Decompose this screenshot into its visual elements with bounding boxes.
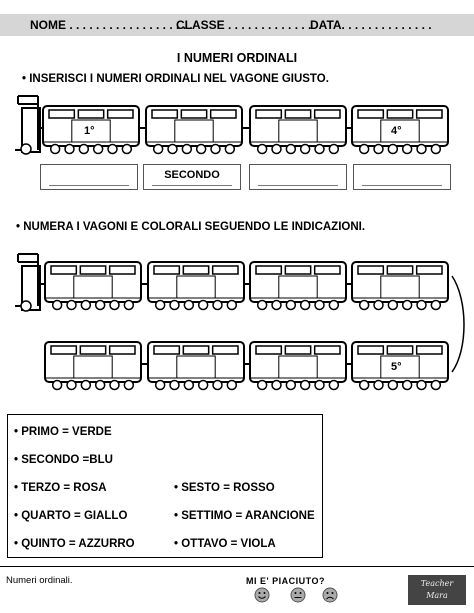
legend-item-1: • PRIMO = VERDE (14, 426, 112, 438)
rating-question: MI E' PIACIUTO? (246, 576, 325, 586)
date-field[interactable]: DATA. . . . . . . . . . . . . . (310, 18, 432, 32)
name-field[interactable]: NOME . . . . . . . . . . . . . . . . . . . (30, 18, 193, 32)
color-legend (7, 414, 323, 558)
legend-item-4: • QUARTO = GIALLO (14, 510, 128, 522)
wagon-label-5: 5° (391, 361, 402, 373)
page-title: I NUMERI ORDINALI (176, 51, 298, 65)
train-2-wagon-3[interactable] (250, 262, 346, 310)
train-2-wagon-4[interactable] (352, 262, 448, 310)
train-2-wagon-6[interactable] (148, 342, 244, 390)
train-2-wagon-1[interactable] (45, 262, 141, 310)
locomotive-wheel (21, 301, 31, 311)
train-2-wagon-2[interactable] (148, 262, 244, 310)
train-2-wagon-5[interactable] (45, 342, 141, 390)
teacher-mara-logo: Teacher Mara (408, 575, 466, 605)
train-2-wagon-7[interactable] (250, 342, 346, 390)
legend-item-5: • QUINTO = AZZURRO (14, 538, 135, 550)
answer-box-2-text: SECONDO (164, 169, 220, 181)
instruction-1: • INSERISCI I NUMERI ORDINALI NEL VAGONE GIUSTO. (22, 73, 329, 85)
legend-item-8: • OTTAVO = VIOLA (174, 538, 276, 550)
legend-item-3: • TERZO = ROSA (14, 482, 107, 494)
legend-item-2: • SECONDO =BLU (14, 454, 113, 466)
footer-topic: Numeri ordinali. (6, 575, 73, 586)
legend-item-6: • SESTO = ROSSO (174, 482, 275, 494)
instruction-2: • NUMERA I VAGONI E COLORALI SEGUENDO LE INDICAZIONI. (16, 221, 366, 233)
class-field[interactable]: CLASSE . . . . . . . . . . . . . (176, 18, 312, 32)
footer (0, 566, 474, 613)
sad-face-icon[interactable] (322, 587, 338, 603)
wagon-label-1: 1° (84, 125, 95, 137)
happy-face-icon[interactable] (254, 587, 270, 603)
wagon-label-4: 4° (391, 125, 402, 137)
legend-item-7: • SETTIMO = ARANCIONE (174, 510, 315, 522)
neutral-face-icon[interactable] (290, 587, 306, 603)
